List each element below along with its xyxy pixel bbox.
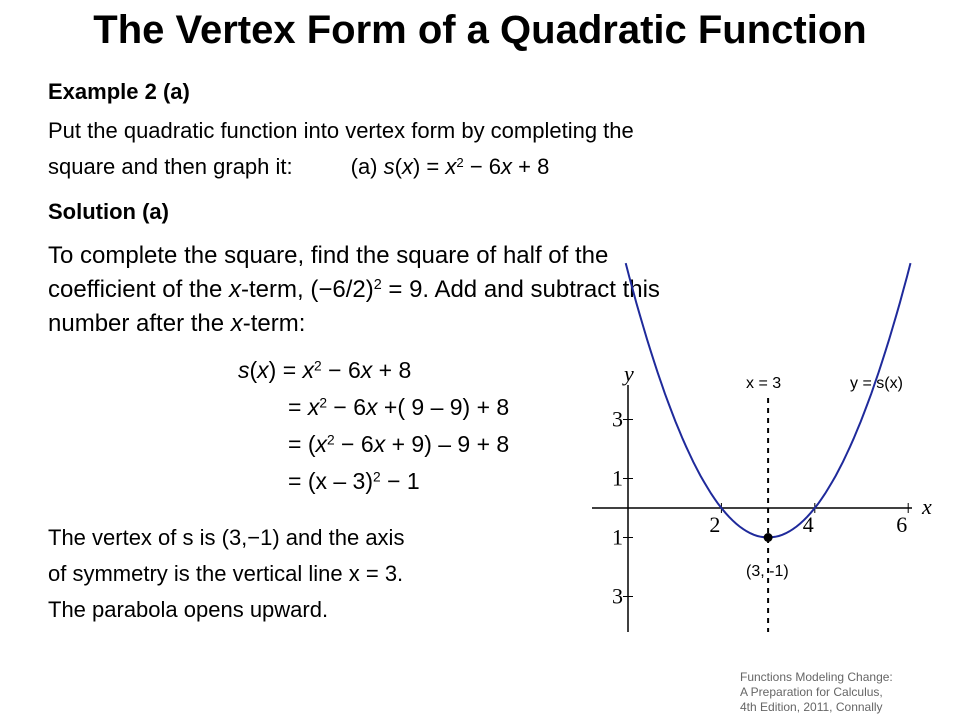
equation-step-2: = $x^2 - 6x$ +( 9 – 9) + 8 bbox=[288, 394, 510, 420]
y-tick-label: 3 bbox=[612, 583, 623, 609]
x-tick-label: 4 bbox=[802, 512, 814, 537]
y-axis-label: y bbox=[624, 361, 634, 386]
page-title: The Vertex Form of a Quadratic Function bbox=[93, 8, 867, 52]
vertex-point bbox=[764, 533, 773, 542]
equation-step-3: = $(x^2 - 6x + 9) - 9 + 8$ bbox=[288, 431, 510, 457]
example-heading: Example 2 (a) bbox=[48, 79, 190, 104]
solution-heading: Solution (a) bbox=[48, 199, 169, 224]
explanation-line-2: coefficient of the x-term, $(-6/2)^2 = 9$. Add and subtract this bbox=[48, 276, 660, 303]
x-tick-label: 2 bbox=[709, 512, 721, 537]
vertex-label: (3, -1) bbox=[746, 563, 789, 580]
explanation-line-3: number after the x-term: bbox=[48, 310, 306, 337]
y-tick-label: 1 bbox=[612, 524, 623, 550]
equation-step-1: $s(x) = x^2 - 6x + 8$ bbox=[238, 357, 412, 383]
axis-of-symmetry-label: x = 3 bbox=[746, 375, 782, 392]
conclusion-line-3: The parabola opens upward. bbox=[48, 597, 329, 622]
x-axis-label: x bbox=[922, 494, 932, 519]
conclusion-line-2: of symmetry is the vertical line x = 3. bbox=[48, 561, 404, 586]
conclusion-line-1: The vertex of s is (3,−1) and the axis bbox=[48, 525, 405, 550]
x-tick-label: 6 bbox=[896, 512, 908, 537]
curve-label: y = s(x) bbox=[850, 375, 903, 392]
problem-line-2: square and then graph it: (a) $s(x) = x^2 - 6x + 8$ bbox=[48, 154, 550, 179]
y-tick-label: 1 bbox=[612, 465, 623, 491]
y-tick-label: 3 bbox=[612, 406, 623, 432]
source-credit: Functions Modeling Change: A Preparation for Calculus, 4th Edition, 2011, Connally bbox=[740, 670, 893, 714]
problem-line-1: Put the quadratic function into vertex form by completing the bbox=[48, 118, 634, 143]
explanation-line-1: To complete the square, find the square of half of the bbox=[48, 242, 609, 269]
equation-step-4: = (x – 3)$^2$ − 1 bbox=[288, 468, 420, 494]
